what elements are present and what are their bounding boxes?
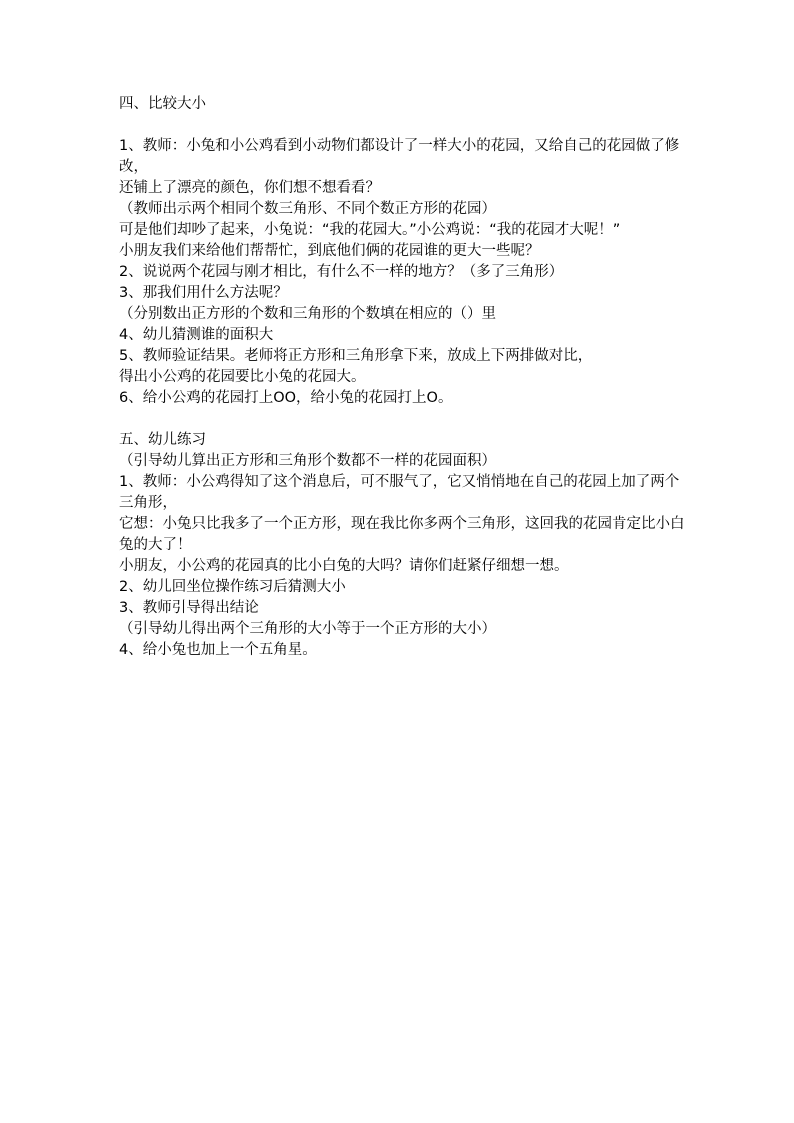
paragraph-line: 3、教师引导得出结论: [119, 600, 259, 616]
paragraph-line: 6、给小公鸡的花园打上OO，给小兔的花园打上O。: [119, 390, 453, 406]
paragraph-line: 5、教师验证结果。老师将正方形和三角形拿下来，放成上下两排做对比，: [119, 348, 593, 364]
paragraph-line: 小朋友我们来给他们帮帮忙，到底他们俩的花园谁的更大一些呢？: [119, 243, 540, 259]
paragraph-line: 小朋友，小公鸡的花园真的比小白兔的大吗？请你们赶紧仔细想一想。: [119, 558, 569, 574]
section-compare-size: [119, 94, 689, 409]
section-heading: 五、幼儿练习: [119, 432, 206, 448]
paragraph-line: 可是他们却吵了起来，小兔说：“我的花园大。”小公鸡说：“我的花园才大呢！”: [119, 222, 621, 238]
paragraph-line: 得出小公鸡的花园要比小兔的花园大。: [119, 369, 366, 385]
paragraph-line: 3、那我们用什么方法呢？: [119, 285, 288, 301]
section-heading: 四、比较大小: [119, 96, 206, 112]
paragraph-line: 1、教师：小兔和小公鸡看到小动物们都设计了一样大小的花园，又给自己的花园做了修改，: [119, 138, 680, 175]
paragraph-line: 2、说说两个花园与刚才相比，有什么不一样的地方？（多了三角形）: [119, 264, 564, 280]
paragraph-line: （引导幼儿得出两个三角形的大小等于一个正方形的大小）: [119, 621, 496, 637]
paragraph-line: 还铺上了漂亮的颜色，你们想不想看看？: [119, 180, 380, 196]
section-child-practice: [119, 430, 689, 661]
document-page: [119, 94, 689, 661]
paragraph-line: 它想：小兔只比我多了一个正方形，现在我比你多两个三角形，这回我的花园肯定比小白兔的大了！: [119, 516, 685, 553]
paragraph-line: （引导幼儿算出正方形和三角形个数都不一样的花园面积）: [119, 453, 496, 469]
paragraph-line: 4、幼儿猜测谁的面积大: [119, 327, 274, 343]
paragraph-line: （教师出示两个相同个数三角形、不同个数正方形的花园）: [119, 201, 496, 217]
paragraph-line: （分别数出正方形的个数和三角形的个数填在相应的（）里: [119, 306, 496, 322]
blank-line: [119, 409, 689, 430]
paragraph-line: 1、教师：小公鸡得知了这个消息后，可不服气了，它又悄悄地在自己的花园上加了两个三角形，: [119, 474, 680, 511]
paragraph-line: 4、给小兔也加上一个五角星。: [119, 642, 317, 658]
paragraph-line: 2、幼儿回坐位操作练习后猜测大小: [119, 579, 346, 595]
blank-line: [119, 115, 689, 136]
